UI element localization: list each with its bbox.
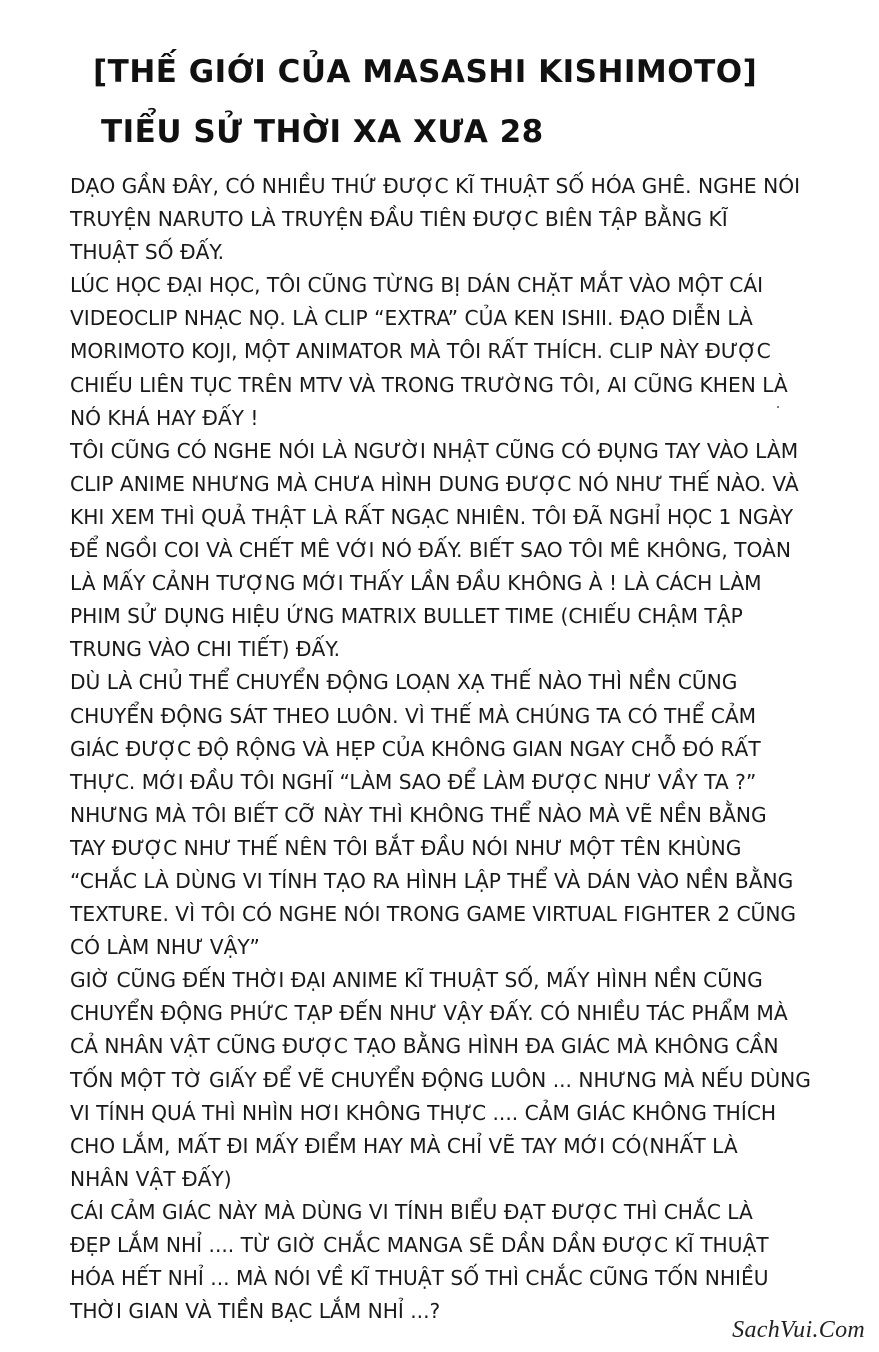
body-line: CHO LẮM, MẤT ĐI MẤY ĐIỂM HAY MÀ CHỈ VẼ TAY MỚI CÓ(NHẤT LÀ bbox=[70, 1133, 738, 1158]
body-line: MORIMOTO KOJI, MỘT ANIMATOR MÀ TÔI RẤT THÍCH. CLIP NÀY ĐƯỢC bbox=[70, 339, 771, 364]
body-line: HÓA HẾT NHỈ ... MÀ NÓI VỀ KĨ THUẬT SỐ THÌ CHẮC CŨNG TỐN NHIỀU bbox=[70, 1266, 769, 1291]
body-line: LÚC HỌC ĐẠI HỌC, TÔI CŨNG TỪNG BỊ DÁN CHẶT MẮT VÀO MỘT CÁI bbox=[70, 273, 764, 298]
body-line: “CHẮC LÀ DÙNG VI TÍNH TẠO RA HÌNH LẬP THỂ VÀ DÁN VÀO NỀN BẰNG bbox=[70, 868, 794, 893]
body-line: CHIẾU LIÊN TỤC TRÊN MTV VÀ TRONG TRƯỜNG TÔI, AI CŨNG KHEN LÀ bbox=[70, 372, 788, 397]
body-line: CÓ LÀM NHƯ VẬY” bbox=[70, 935, 260, 960]
body-line: CẢ NHÂN VẬT CŨNG ĐƯỢC TẠO BẰNG HÌNH ĐA GIÁC MÀ KHÔNG CẦN bbox=[70, 1034, 779, 1059]
body-line: CÁI CẢM GIÁC NÀY MÀ DÙNG VI TÍNH BIỂU ĐẠT ĐƯỢC THÌ CHẮC LÀ bbox=[70, 1199, 753, 1224]
body-line: GIÁC ĐƯỢC ĐỘ RỘNG VÀ HẸP CỦA KHÔNG GIAN NGAY CHỖ ĐÓ RẤT bbox=[70, 736, 761, 761]
body-line: NHƯNG MÀ TÔI BIẾT CỠ NÀY THÌ KHÔNG THỂ NÀO MÀ VẼ NỀN BẰNG bbox=[70, 802, 767, 827]
page-subtitle: TIỂU SỬ THỜI XA XƯA 28 bbox=[101, 114, 544, 150]
body-line: VIDEOCLIP NHẠC NỌ. LÀ CLIP “EXTRA” CỦA KEN ISHII. ĐẠO DIỄN LÀ bbox=[70, 306, 753, 331]
body-line: ĐỂ NGỒI COI VÀ CHẾT MÊ VỚI NÓ ĐẤY. BIẾT SAO TÔI MÊ KHÔNG, TOÀN bbox=[70, 538, 791, 563]
body-line: THỰC. MỚI ĐẦU TÔI NGHĨ “LÀM SAO ĐỂ LÀM ĐƯỢC NHƯ VẦY TA ?” bbox=[70, 769, 757, 794]
page-title: [THẾ GIỚI CỦA MASASHI KISHIMOTO] bbox=[93, 54, 758, 90]
body-line: PHIM SỬ DỤNG HIỆU ỨNG MATRIX BULLET TIME (CHIẾU CHẬM TẬP bbox=[70, 604, 743, 629]
body-line: THỜI GIAN VÀ TIỀN BẠC LẮM NHỈ ...? bbox=[70, 1299, 441, 1324]
body-line: TRUYỆN NARUTO LÀ TRUYỆN ĐẦU TIÊN ĐƯỢC BIÊN TẬP BẰNG KĨ bbox=[70, 207, 728, 232]
body-line: TỐN MỘT TỜ GIẤY ĐỂ VẼ CHUYỂN ĐỘNG LUÔN ... NHƯNG MÀ NẾU DÙNG bbox=[70, 1067, 811, 1092]
body-line: CHUYỂN ĐỘNG PHỨC TẠP ĐẾN NHƯ VẬY ĐẤY. CÓ NHIỀU TÁC PHẨM MÀ bbox=[70, 1001, 788, 1026]
body-line: ĐẸP LẮM NHỈ .... TỪ GIỜ CHẮC MANGA SẼ DẦN DẦN ĐƯỢC KĨ THUẬT bbox=[70, 1233, 769, 1257]
body-line: KHI XEM THÌ QUẢ THẬT LÀ RẤT NGẠC NHIÊN. TÔI ĐÃ NGHỈ HỌC 1 NGÀY bbox=[70, 504, 794, 529]
body-line: VI TÍNH QUÁ THÌ NHÌN HƠI KHÔNG THỰC .... CẢM GIÁC KHÔNG THÍCH bbox=[70, 1100, 777, 1125]
body-line: CHUYỂN ĐỘNG SÁT THEO LUÔN. VÌ THẾ MÀ CHÚNG TA CÓ THỂ CẢM bbox=[70, 703, 757, 728]
body-line: TAY ĐƯỢC NHƯ THẾ NÊN TÔI BẮT ĐẦU NÓI NHƯ MỘT TÊN KHÙNG bbox=[70, 835, 742, 860]
body-line: TRUNG VÀO CHI TIẾT) ĐẤY. bbox=[70, 637, 340, 662]
body-line: CLIP ANIME NHƯNG MÀ CHƯA HÌNH DUNG ĐƯỢC NÓ NHƯ THẾ NÀO. VÀ bbox=[70, 471, 799, 496]
article-body bbox=[70, 170, 830, 1328]
body-line: LÀ MẤY CẢNH TƯỢNG MỚI THẤY LẦN ĐẦU KHÔNG À ! LÀ CÁCH LÀM bbox=[70, 571, 762, 596]
body-line: DẠO GẦN ĐÂY, CÓ NHIỀU THỨ ĐƯỢC KĨ THUẬT SỐ HÓA GHÊ. NGHE NÓI bbox=[70, 174, 801, 198]
scan-speck bbox=[777, 406, 779, 408]
site-watermark: SachVui.Com bbox=[732, 1317, 865, 1343]
body-line: NÓ KHÁ HAY ĐẤY ! bbox=[70, 405, 259, 430]
body-line: THUẬT SỐ ĐẤY. bbox=[70, 240, 225, 265]
body-line: TEXTURE. VÌ TÔI CÓ NGHE NÓI TRONG GAME VIRTUAL FIGHTER 2 CŨNG bbox=[70, 902, 797, 927]
body-line: TÔI CŨNG CÓ NGHE NÓI LÀ NGƯỜI NHẬT CŨNG CÓ ĐỤNG TAY VÀO LÀM bbox=[70, 438, 799, 463]
body-line: NHÂN VẬT ĐẤY) bbox=[70, 1166, 232, 1191]
body-line: DÙ LÀ CHỦ THỂ CHUYỂN ĐỘNG LOẠN XẠ THẾ NÀO THÌ NỀN CŨNG bbox=[70, 670, 738, 695]
body-line: GIỜ CŨNG ĐẾN THỜI ĐẠI ANIME KĨ THUẬT SỐ, MẤY HÌNH NỀN CŨNG bbox=[70, 968, 763, 993]
